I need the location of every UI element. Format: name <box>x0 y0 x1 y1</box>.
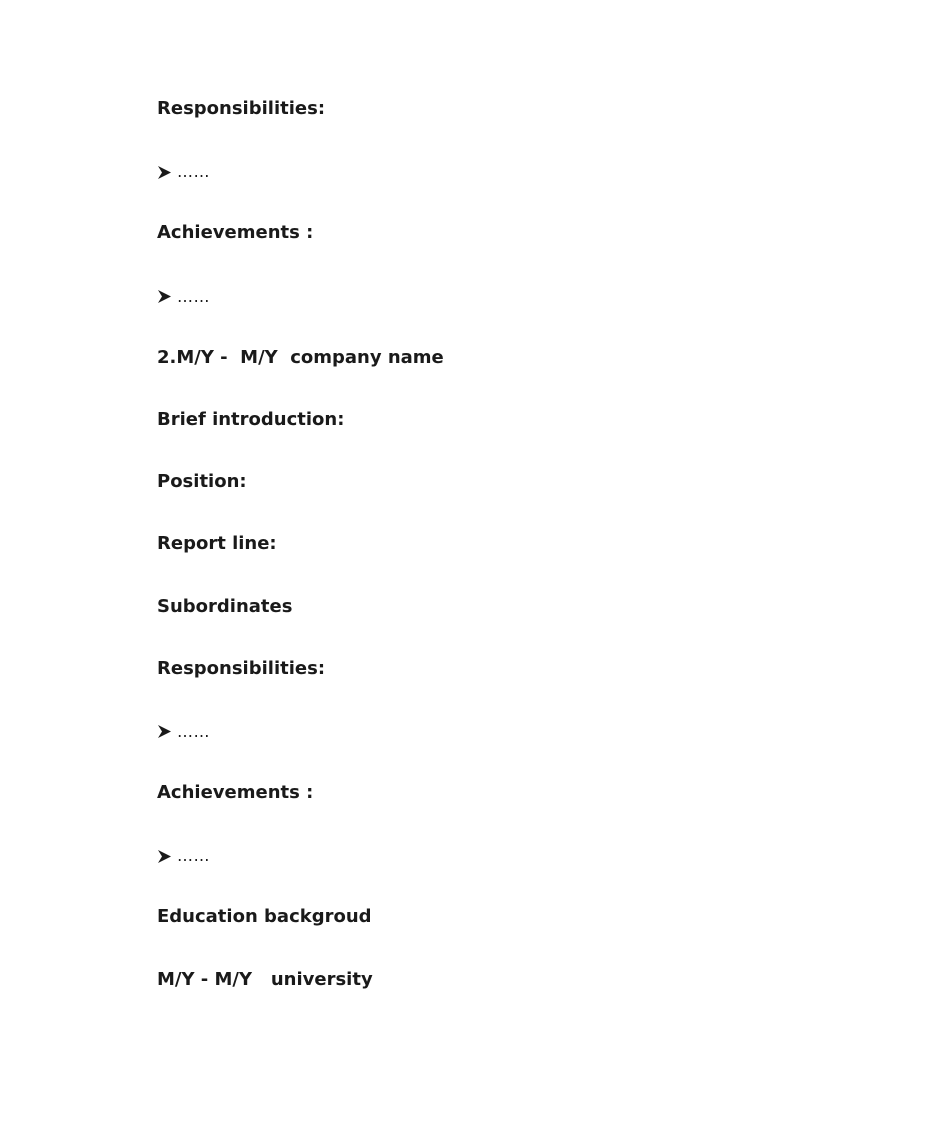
heading-text: Subordinates <box>157 595 293 617</box>
education-heading <box>157 904 857 966</box>
bullet-text: …… <box>177 846 210 866</box>
report-line-label <box>157 531 857 593</box>
company-heading <box>157 345 857 407</box>
position-label <box>157 469 857 531</box>
bullet-item <box>157 158 857 220</box>
heading-text: Brief introduction: <box>157 408 345 430</box>
heading-text: Position: <box>157 471 247 493</box>
heading-text: M/Y - M/Y university <box>157 968 373 990</box>
arrowhead-bullet-icon <box>157 289 172 304</box>
heading-text: Report line: <box>157 533 277 555</box>
arrowhead-bullet-icon <box>157 724 172 739</box>
heading-text: Responsibilities: <box>157 657 326 679</box>
arrowhead-bullet-icon <box>157 165 172 180</box>
heading-text: Education backgroud <box>157 906 372 928</box>
section-heading-responsibilities <box>157 96 857 158</box>
university-line <box>157 967 857 1029</box>
heading-text: Achievements : <box>157 222 314 244</box>
bullet-item <box>157 283 857 345</box>
heading-text: 2.M/Y - M/Y company name <box>157 346 444 368</box>
subordinates-label <box>157 594 857 656</box>
bullet-item <box>157 718 857 780</box>
brief-introduction-label <box>157 407 857 469</box>
section-heading-achievements <box>157 780 857 842</box>
heading-text: Responsibilities: <box>157 98 326 119</box>
section-heading-responsibilities <box>157 656 857 718</box>
arrowhead-bullet-icon <box>157 849 172 864</box>
bullet-text: …… <box>177 162 210 182</box>
section-heading-achievements <box>157 220 857 282</box>
bullet-item <box>157 842 857 904</box>
document-content <box>157 96 857 1029</box>
bullet-text: …… <box>177 286 210 306</box>
bullet-text: …… <box>177 721 210 741</box>
heading-text: Achievements : <box>157 782 314 804</box>
